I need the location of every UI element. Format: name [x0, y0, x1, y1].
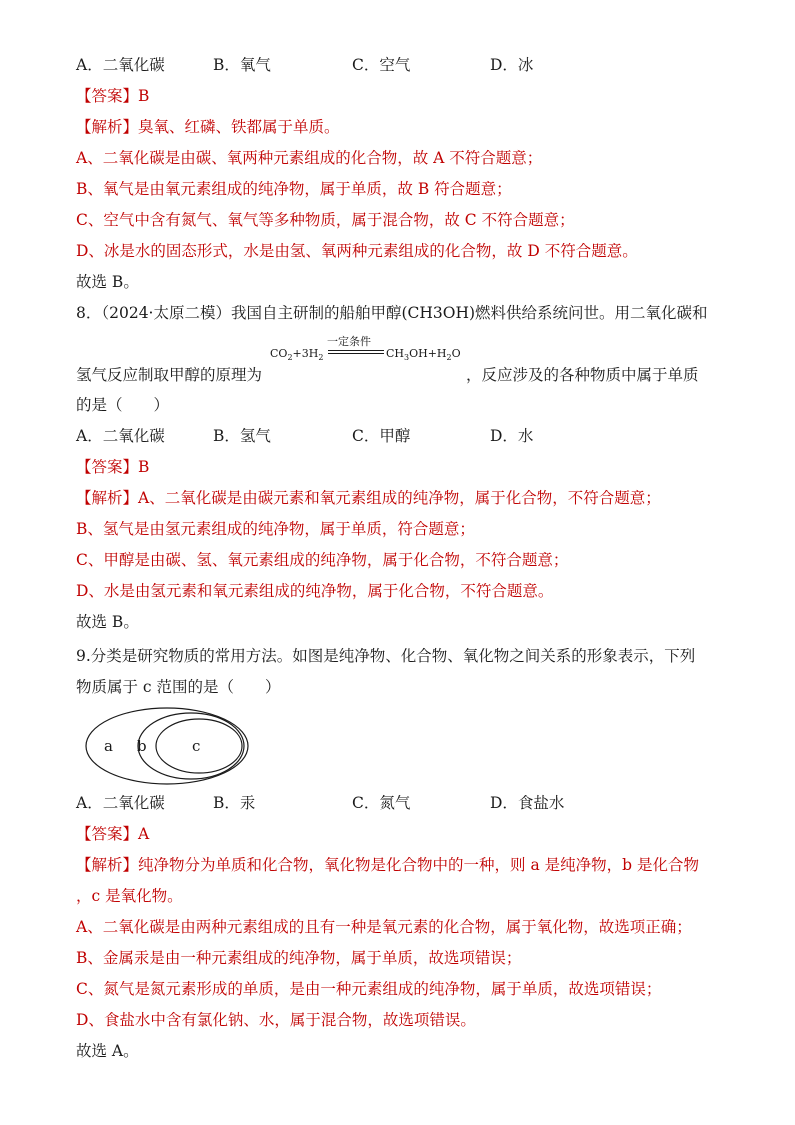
q8-analysis-d: D、水是由氢元素和氧元素组成的纯净物，属于化合物，不符合题意。 — [76, 582, 554, 600]
q8-stem-line1: 8．（2024·太原二模）我国自主研制的船舶甲醇(CH3OH)燃料供给系统问世。用二氧化碳和 — [76, 304, 708, 322]
q9-analysis-b: B、金属汞是由一种元素组成的纯净物，属于单质，故选项错误； — [76, 949, 522, 967]
q9-analysis-line2: ，c 是氧化物。 — [76, 887, 183, 905]
q9-options — [76, 792, 676, 814]
label-b: b — [137, 737, 147, 755]
q8-stem-line3: 的是（ ） — [76, 396, 170, 414]
q9-option-a: A．二氧化碳 — [76, 794, 165, 812]
q9-analysis-line1 — [76, 854, 699, 876]
q9-option-d: D．食盐水 — [490, 794, 565, 812]
q9-stem-line1: 9.分类是研究物质的常用方法。如图是纯净物、化合物、氧化物之间关系的形象表示，下列 — [76, 647, 696, 665]
q8-analysis-a: A、二氧化碳是由碳元素和氧元素组成的纯净物，属于化合物，不符合题意； — [138, 489, 661, 507]
q9-option-b: B．汞 — [213, 794, 256, 812]
q8-option-d: D．水 — [490, 427, 534, 445]
q8-stem-line2-post: ，反应涉及的各种物质中属于单质 — [466, 366, 699, 384]
q8-conclusion: 故选 B。 — [76, 613, 139, 631]
q8-options — [76, 425, 676, 447]
label-a: a — [104, 737, 113, 755]
q9-stem-line2: 物质属于 c 范围的是（ ） — [76, 678, 281, 696]
q7-option-c: C．空气 — [352, 56, 411, 74]
q8-option-b: B．氢气 — [213, 427, 271, 445]
q7-options — [76, 54, 676, 76]
q9-analysis-c: C、氮气是氮元素形成的单质，是由一种元素组成的纯净物，属于单质，故选项错误； — [76, 980, 662, 998]
q8-answer: 【答案】B — [76, 458, 150, 476]
q7-analysis-c: C、空气中含有氮气、氧气等多种物质，属于混合物，故 C 不符合题意； — [76, 211, 575, 229]
q8-option-c: C．甲醇 — [352, 427, 411, 445]
q8-equation-arrow-bottom — [328, 353, 384, 354]
q7-option-b: B．氧气 — [213, 56, 271, 74]
q7-option-d: D．冰 — [490, 56, 534, 74]
q9-analysis-a: A、二氧化碳是由两种元素组成的且有一种是氧元素的化合物，属于氧化物，故选项正确； — [76, 918, 692, 936]
q8-equation-right: $CH_3OH+H_2O$ — [386, 347, 461, 363]
q7-conclusion: 故选 B。 — [76, 273, 139, 291]
q7-option-a: A．二氧化碳 — [76, 56, 165, 74]
ellipse-b — [138, 713, 244, 779]
q8-analysis-head: 【解析】 — [76, 489, 139, 507]
q8-analysis-b: B、氢气是由氢元素组成的纯净物，属于单质，符合题意； — [76, 520, 475, 538]
nested-ellipse-diagram — [84, 705, 254, 789]
q7-analysis-d: D、冰是水的固态形式，水是由氢、氧两种元素组成的化合物，故 D 不符合题意。 — [76, 242, 638, 260]
q8-equation-arrow-top — [328, 350, 384, 351]
q7-analysis-a: A、二氧化碳是由碳、氧两种元素组成的化合物，故 A 不符合题意； — [76, 149, 543, 167]
q8-analysis-c: C、甲醇是由碳、氢、氧元素组成的纯净物，属于化合物，不符合题意； — [76, 551, 569, 569]
label-c: c — [192, 737, 201, 755]
q8-equation-left: $CO_2+3H_2$ — [270, 347, 324, 363]
q8-option-a: A．二氧化碳 — [76, 427, 165, 445]
q7-analysis-intro: 【解析】臭氧、红磷、铁都属于单质。 — [76, 118, 340, 136]
q8-equation-condition: 一定条件 — [327, 335, 371, 348]
q9-conclusion: 故选 A。 — [76, 1042, 139, 1060]
q7-answer: 【答案】B — [76, 87, 150, 105]
q9-answer: 【答案】A — [76, 825, 150, 843]
q9-analysis-d: D、食盐水中含有氯化钠、水，属于混合物，故选项错误。 — [76, 1011, 476, 1029]
q8-analysis-a-line — [76, 487, 661, 509]
q9-analysis-intro: 纯净物分为单质和化合物，氧化物是化合物中的一种，则 a 是纯净物，b 是化合物 — [138, 856, 699, 874]
q9-option-c: C．氮气 — [352, 794, 411, 812]
q7-analysis-b: B、氧气是由氧元素组成的纯净物，属于单质，故 B 符合题意； — [76, 180, 512, 198]
q8-stem-line2-pre: 氢气反应制取甲醇的原理为 — [76, 366, 263, 384]
q9-analysis-head: 【解析】 — [76, 856, 139, 874]
